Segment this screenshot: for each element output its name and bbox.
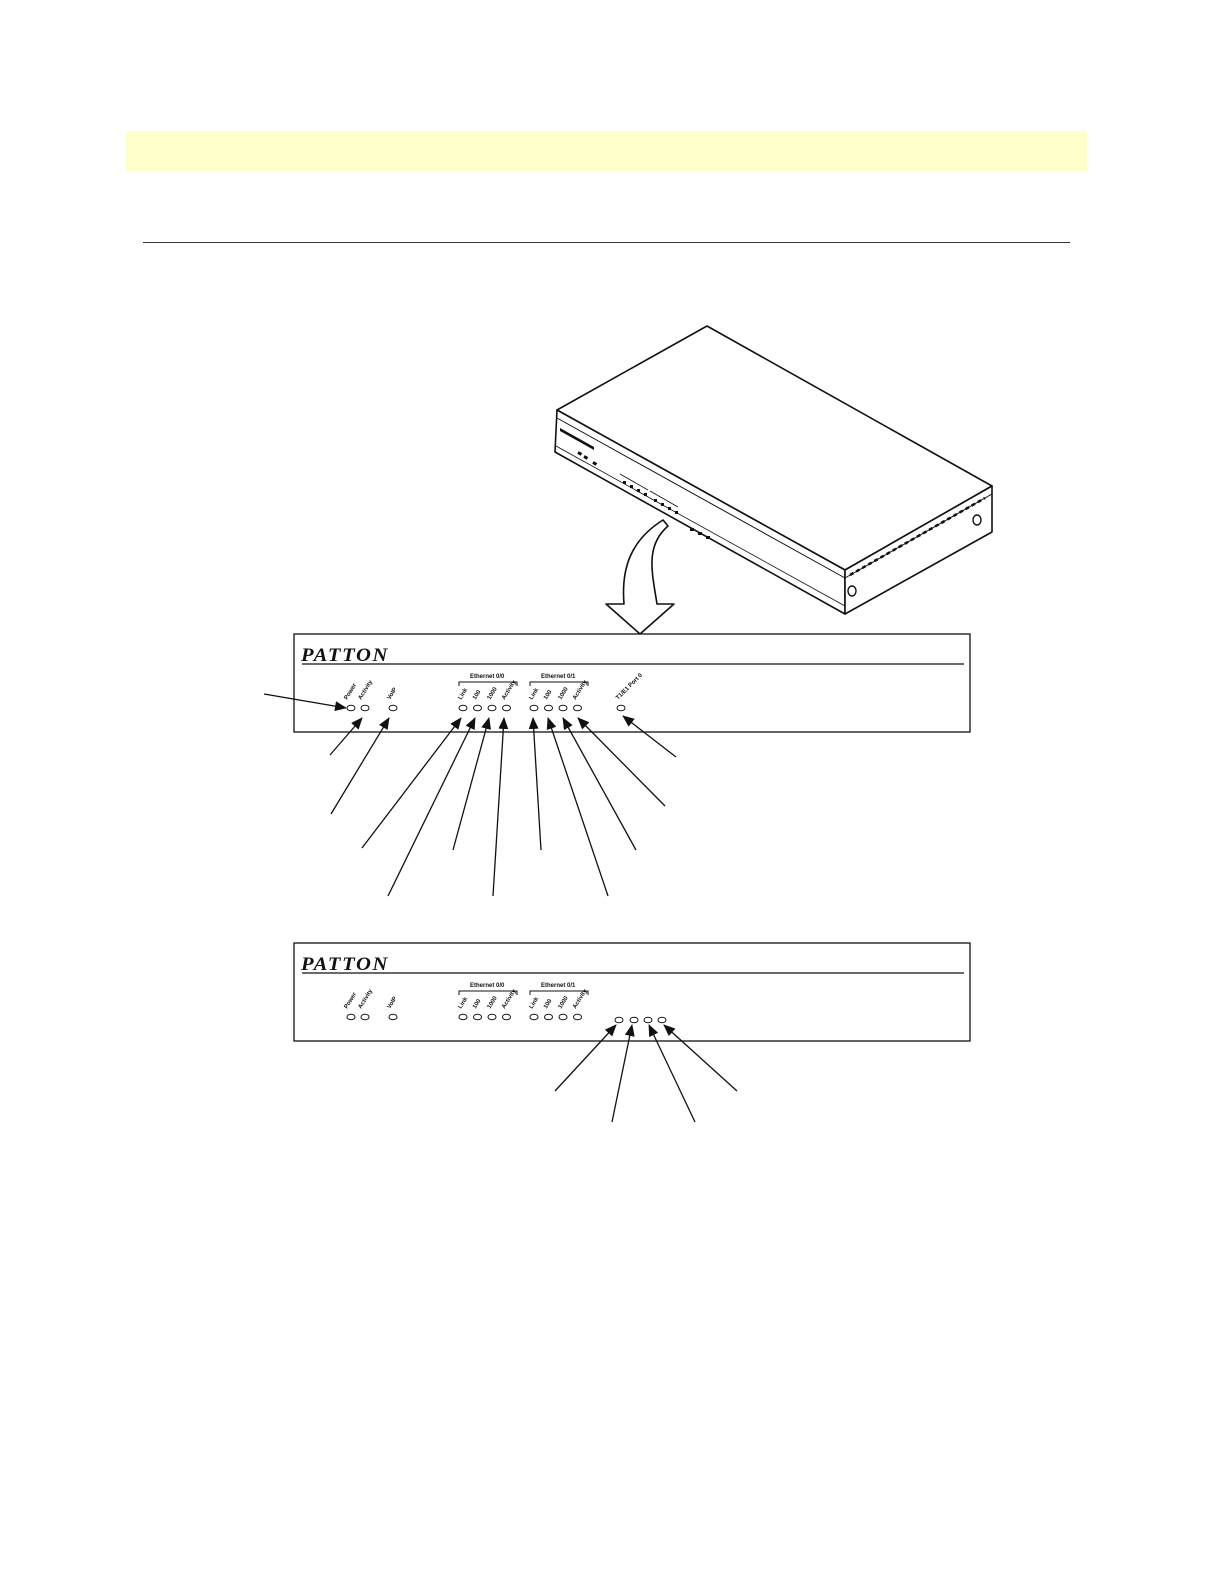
callout-eth0-activity	[493, 718, 504, 896]
led-label-activity: Activity	[357, 988, 375, 1011]
eth-led-label: 100	[472, 998, 483, 1011]
eth-led	[545, 1014, 553, 1020]
eth-led-label: Activity	[572, 988, 589, 1011]
eth-led	[574, 705, 582, 711]
port-led-label: T1/E1 Port 0	[615, 672, 644, 702]
eth-led-label: Activity	[501, 988, 518, 1011]
eth-led	[530, 705, 538, 711]
eth-led-label: 100	[543, 998, 554, 1011]
eth-led	[559, 1014, 567, 1020]
eth-group-title-1: Ethernet 0/1	[541, 983, 576, 989]
eth-group-title-1: Ethernet 0/1	[541, 674, 576, 680]
eth-led-label: Activity	[572, 679, 589, 702]
eth-led-label: Activity	[501, 679, 518, 702]
eth-led	[503, 1014, 511, 1020]
eth-led	[459, 1014, 467, 1020]
led-power	[347, 1014, 355, 1020]
callout-eth0-100	[388, 718, 475, 896]
eth-led	[503, 705, 511, 711]
led-label-power: Power	[343, 682, 359, 702]
led-label-voip: VoIP	[386, 686, 399, 702]
eth-led-label: 100	[472, 689, 483, 702]
led-label-voip: VoIP	[386, 995, 399, 1011]
eth-led	[488, 1014, 496, 1020]
port-led	[617, 705, 625, 711]
callout-eth1-link	[533, 718, 541, 850]
eth-led-label: Link	[528, 687, 541, 702]
led-voip	[389, 705, 397, 711]
port-led-1	[615, 1017, 623, 1023]
led-label-power: Power	[343, 991, 359, 1011]
eth-led	[574, 1014, 582, 1020]
callout-eth0-1000	[453, 718, 489, 850]
eth-group-title-0: Ethernet 0/0	[470, 983, 505, 989]
front-panel-t1e1	[294, 634, 970, 732]
eth-led	[474, 705, 482, 711]
eth-led	[488, 705, 496, 711]
eth-led	[459, 705, 467, 711]
eth-led-label: 100	[543, 689, 554, 702]
led-activity	[361, 705, 369, 711]
eth-led-label: 1000	[486, 995, 499, 1011]
eth-led-label: Link	[457, 687, 470, 702]
port-led-4	[658, 1017, 666, 1023]
eth-led-label: 1000	[486, 686, 499, 702]
eth-group-title-0: Ethernet 0/0	[470, 674, 505, 680]
led-label-activity: Activity	[357, 679, 375, 702]
eth-led	[545, 705, 553, 711]
led-power	[347, 705, 355, 711]
eth-led	[530, 1014, 538, 1020]
eth-led-label: Link	[528, 996, 541, 1011]
eth-led-label: Link	[457, 996, 470, 1011]
device-illustration	[555, 326, 992, 614]
patton-logo: PATTON	[299, 954, 389, 975]
eth-led	[474, 1014, 482, 1020]
callout-eth1-1000	[563, 718, 636, 850]
patton-logo: PATTON	[299, 645, 389, 666]
eth-led-label: 1000	[557, 686, 570, 702]
eth-led-label: 1000	[557, 995, 570, 1011]
port-led-3	[644, 1017, 652, 1023]
eth-led	[559, 705, 567, 711]
led-activity	[361, 1014, 369, 1020]
led-voip	[389, 1014, 397, 1020]
port-led-2	[630, 1017, 638, 1023]
zoom-arrow	[606, 520, 674, 634]
